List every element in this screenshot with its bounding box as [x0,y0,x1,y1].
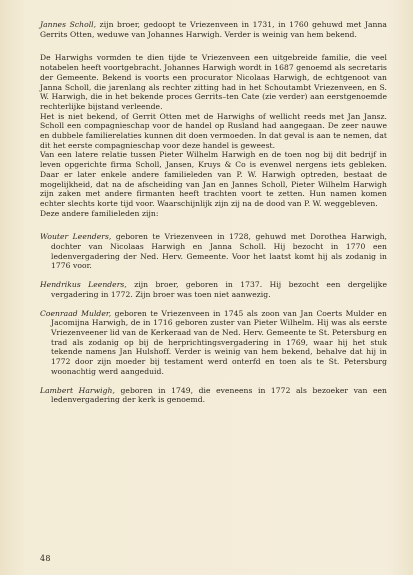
person-name: Coenraad Mulder, [40,308,112,318]
person-name: Wouter Leenders, [40,232,112,242]
body-paragraph: Het is niet bekend, of Gerrit Otten met de Harwighs of wellicht reeds met Jan Jansz. Scholl een compagnieschap voor de handel op Rusland had aangegaan. De zeer nauwe en dubbele familierelaties kunnen dit doen vermoeden. In dat geval is aan te nemen, dat dit het eerste compagnieschap voor deze handel is geweest. [40,111,387,150]
family-member-entry [40,280,387,299]
page-number: 48 [40,554,51,563]
entry-text: geboren te Vriezenveen in 1745 als zoon van Jan Coerts Mulder en Jacomijna Harwigh, de in 1716 geboren zuster van Pieter Wilhelm. Hij was als eerste Vriezenveener lid van de Kerkeraad van de Ned. Herv. Gemeente te St. Petersburg en trad als zodanig op bij de herprichtingsvergadering in 1769, waar hij het stuk tekende namens Jan Hulshoff. Verder is weinig van hem bekend, behalve dat hij in 1772 door zijn moeder bij testament werd onterfd en toen als te St. Petersburg woonachtig werd aangeduid. [51,308,387,376]
family-member-entry [40,309,387,377]
paragraph-text: zijn broer, gedoopt te Vriezenveen in 1731, in 1760 gehuwd met Janna Gerrits Otten, weduwe van Johannes Harwigh. Verder is weinig van hem bekend. [40,20,388,39]
body-paragraph: De Harwighs vormden te dien tijde te Vriezenveen een uitgebreide familie, die veel notabelen heeft voortgebracht. Johannes Harwigh wordt in 1687 genoemd als secretaris der Gemeente. Bekend is voorts een procurator Nicolaas Harwigh, de echtgenoot van Janna Scholl, die jarenlang als rechter zitting had in het Schoutambt Vriezenveen, en S. W. Harwigh, die in het bekende proces Gerrits–ten Cate (zie verder) aan eerstgenoemde rechterlijke bijstand verleende. [40,53,387,111]
body-paragraph: Van een latere relatie tussen Pieter Wilhelm Harwigh en de toen nog bij dit bedrijf in leven opgerichte firma Scholl, Jansen, Kruys & Co is evenwel nergens iets gebleken. Daar er later enkele andere familieleden van P. W. Harwigh optreden, bestaat de mogelijkheid, dat na de afscheiding van Jan en Jannes Scholl, Pieter Wilhelm Harwigh zijn zaken met andere firmanten heeft trachten voort te zetten. Hun namen komen echter slechts korte tijd voor. Waarschijnlijk zijn zij na de dood van P. W. weggebleven. [40,150,387,208]
person-name: Lambert Harwigh, [40,385,115,395]
person-name: Hendrikus Leenders, [40,280,127,290]
intro-paragraph [40,20,387,39]
entry-text: geboren te Vriezenveen in 1728, gehuwd met Dorothea Harwigh, dochter van Nicolaas Harwigh en Janna Scholl. Hij bezocht in 1770 een ledenvergadering der Ned. Herv. Gemeente. Voor het laatst komt hij als zodanig in 1776 voor. [51,232,388,271]
family-member-entry [40,232,387,271]
entry-text: zijn broer, geboren in 1737. Hij bezocht een dergelijke vergadering in 1772. Zijn broer was toen niet aanwezig. [51,280,387,299]
family-member-entry [40,386,387,405]
body-paragraph: Deze andere familieleden zijn: [40,208,159,218]
entry-text: geboren in 1749, die eveneens in 1772 als bezoeker van een ledenvergadering der kerk is genoemd. [51,385,387,405]
person-name: Jannes Scholl, [40,20,97,29]
